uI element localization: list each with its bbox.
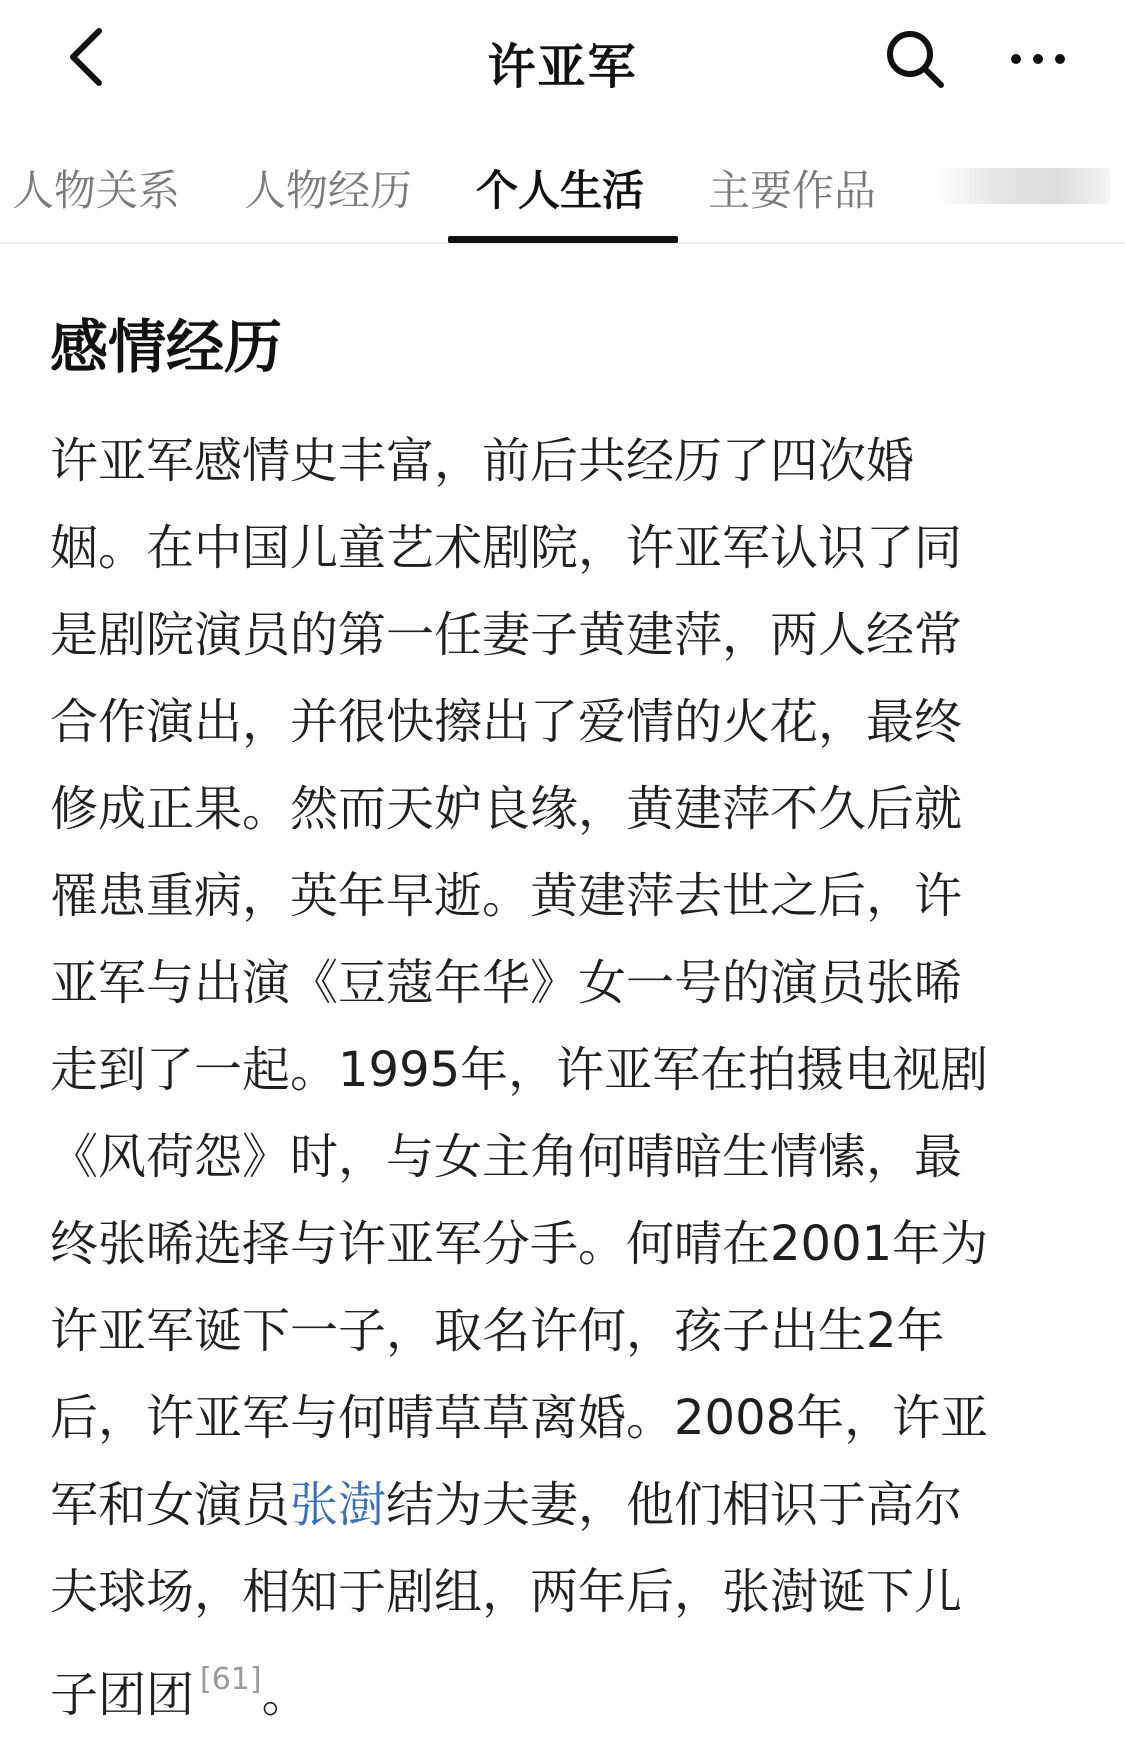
text-line: 许亚军感情史丰富，前后共经历了四次婚 (50, 433, 915, 489)
tab-main-works[interactable]: 主要作品 (708, 166, 877, 215)
text-line: 后，许亚军与何晴草草离婚。2008年，许亚 (50, 1390, 989, 1446)
tab-experience[interactable]: 人物经历 (244, 166, 413, 215)
section-title: 感情经历 (50, 313, 283, 381)
more-button[interactable] (1000, 24, 1076, 98)
text-segment: 子团团 (50, 1667, 195, 1723)
top-navigation-bar (0, 0, 1125, 128)
text-segment: 军和女演员 (50, 1477, 291, 1533)
text-segment: 。 (261, 1667, 310, 1723)
tab-relations[interactable]: 人物关系 (12, 166, 181, 215)
person-link-zhang-shu[interactable]: 张澍 (290, 1477, 387, 1533)
text-line: 姻。在中国儿童艺术剧院，许亚军认识了同 (50, 520, 963, 576)
text-line: 走到了一起。1995年，许亚军在拍摄电视剧 (50, 1042, 989, 1098)
text-segment: 结为夫妻，他们相识于高尔 (386, 1477, 963, 1533)
search-button[interactable] (878, 24, 952, 98)
page-title: 许亚军 (487, 39, 638, 95)
text-line: 修成正果。然而天妒良缘，黄建萍不久后就 (50, 781, 963, 837)
text-line-with-link (50, 1462, 1050, 1549)
reference-link[interactable]: [61] (200, 1662, 262, 1697)
text-line: 终张晞选择与许亚军分手。何晴在2001年为 (50, 1216, 989, 1272)
text-line: 夫球场，相知于剧组，两年后，张澍诞下儿 (50, 1564, 963, 1620)
text-line: 《风荷怨》时，与女主角何晴暗生情愫，最 (50, 1129, 963, 1185)
text-line: 是剧院演员的第一任妻子黄建萍，两人经常 (50, 607, 963, 663)
active-tab-indicator (448, 236, 678, 243)
tab-bar (0, 128, 1125, 244)
article-body (50, 418, 1050, 1723)
more-horizontal-icon (1008, 51, 1068, 71)
text-line-last (50, 1636, 1050, 1723)
text-line: 罹患重病，英年早逝。黄建萍去世之后，许 (50, 868, 963, 924)
search-icon (883, 27, 947, 95)
text-line: 合作演出，并很快擦出了爱情的火花，最终 (50, 694, 963, 750)
text-line: 许亚军诞下一子，取名许何，孩子出生2年 (50, 1303, 945, 1359)
text-line: 亚军与出演《豆蔻年华》女一号的演员张晞 (50, 955, 963, 1011)
tab-overflow-fade[interactable] (935, 168, 1110, 204)
tab-personal-life[interactable]: 个人生活 (476, 166, 645, 215)
